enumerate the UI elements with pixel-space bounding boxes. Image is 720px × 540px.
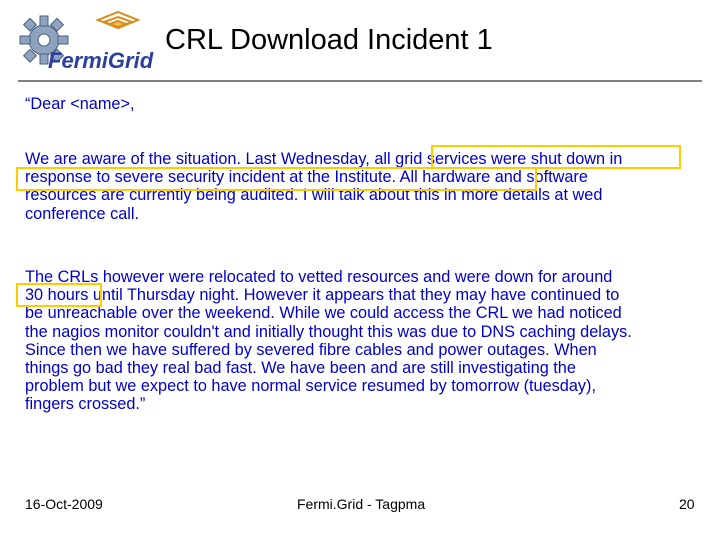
footer-page-number: 20 [679, 496, 695, 512]
text-line: things go bad they real bad fast. We have been and are still investigating the [25, 358, 576, 377]
greeting-paragraph [25, 95, 135, 113]
text-line: “Dear <name>, [25, 95, 135, 113]
text-line: resources are currently being audited. I will talk about this in more details at wed [25, 186, 603, 205]
fermigrid-logo-graphic [14, 6, 154, 72]
logo-wordmark: FermiGrid [48, 48, 154, 72]
fermigrid-logo [14, 6, 154, 72]
text-line: problem but we expect to have normal service resumed by tomorrow (tuesday), [25, 377, 596, 396]
crl-paragraph [25, 268, 632, 414]
footer-date: 16-Oct-2009 [25, 496, 103, 512]
text-line: The CRLs however were relocated to vetted resources and were down for around [25, 268, 613, 286]
text-line: conference call. [25, 204, 140, 223]
text-line: fingers crossed.” [25, 395, 146, 414]
text-line: Since then we have suffered by severed fibre cables and power outages. When [25, 340, 597, 359]
highlight-box-grid-services [431, 145, 681, 169]
highlight-box-security-incident [16, 167, 537, 191]
text-line: be unreachable over the weekend. While we could access the CRL we had noticed [25, 304, 622, 323]
text-line: the nagios monitor couldn't and initially thought this was due to DNS caching delays. [25, 322, 632, 341]
text-line: response to severe security incident at the Institute. All hardware and software [25, 168, 588, 187]
text-line: We are aware of the situation. Last Wednesday, all grid services were shut down in [25, 150, 623, 168]
text-line: 30 hours until Thursday night. However it appears that they may have continued to [25, 286, 620, 305]
title-divider [18, 80, 702, 82]
slide-title: CRL Download Incident 1 [165, 24, 493, 56]
highlight-box-30-hours [16, 283, 102, 307]
footer-center-text: Fermi.Grid - Tagpma [297, 496, 426, 512]
